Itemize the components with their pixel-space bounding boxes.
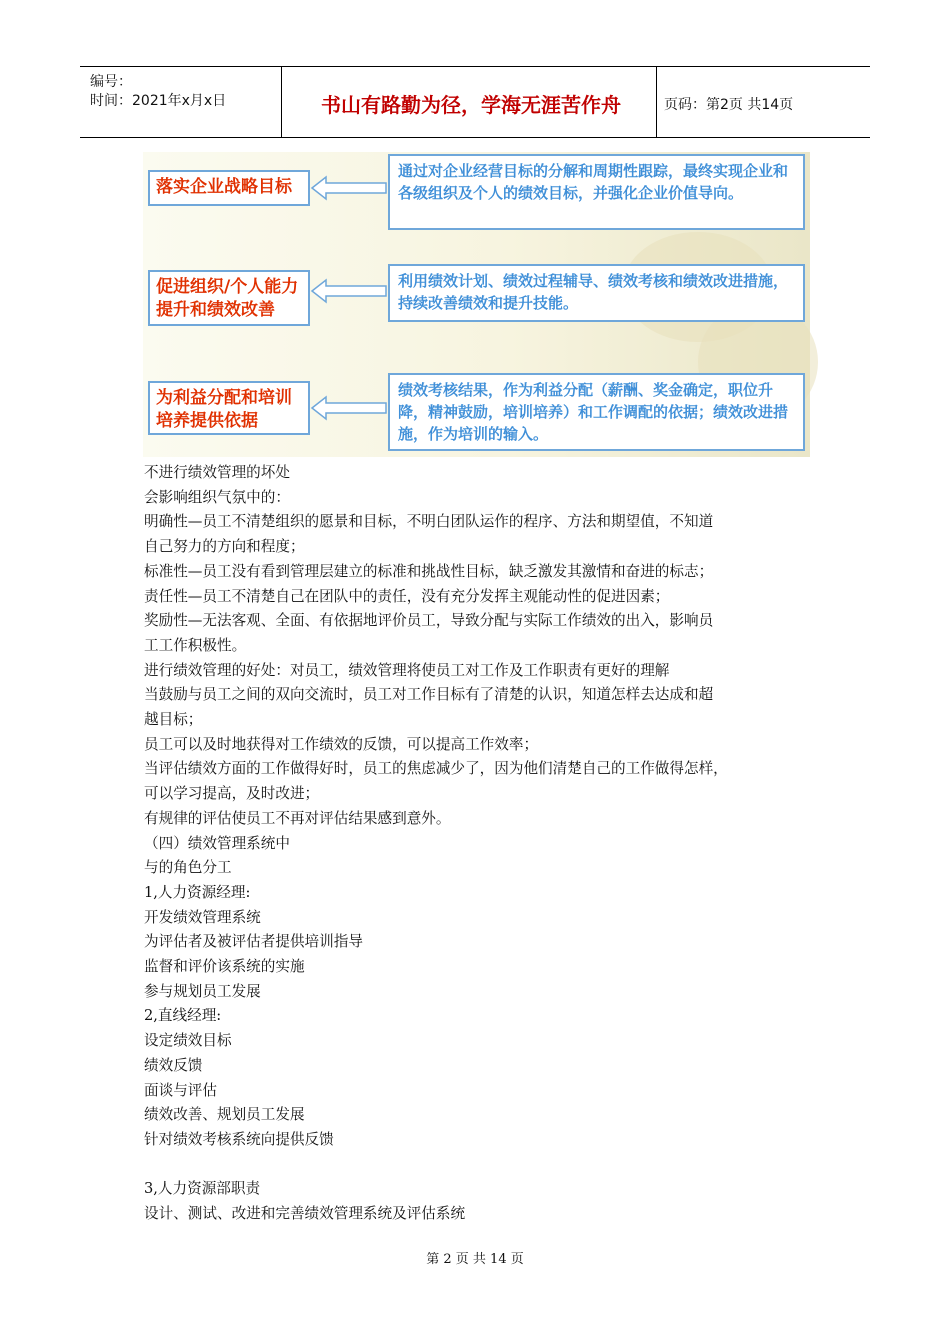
- body-line: 绩效改善、规划员工发展: [144, 1106, 305, 1124]
- diagram-left-box: 促进组织/个人能力提升和绩效改善: [148, 270, 310, 326]
- body-line: 当评估绩效方面的工作做得好时，员工的焦虑减少了，因为他们清楚自己的工作做得怎样，: [144, 760, 728, 778]
- body-line: 自己努力的方向和程度；: [144, 538, 305, 556]
- body-line: 绩效反馈: [144, 1056, 203, 1074]
- body-line: 奖励性—无法客观、全面、有依据地评价员工，导致分配与实际工作绩效的出入，影响员: [144, 612, 714, 630]
- body-line: 针对绩效考核系统向提供反馈: [144, 1130, 334, 1148]
- body-line: 进行绩效管理的好处：对员工，绩效管理将使员工对工作及工作职责有更好的理解: [144, 661, 670, 679]
- body-line: 开发绩效管理系统: [144, 908, 261, 926]
- body-line: 会影响组织气氛中的：: [144, 488, 290, 506]
- body-line: 设计、测试、改进和完善绩效管理系统及评估系统: [144, 1205, 466, 1223]
- body-line: 3,人力资源部职责: [144, 1180, 261, 1198]
- body-line: 不进行绩效管理的坏处: [144, 464, 290, 481]
- page-header: [80, 66, 870, 138]
- diagram-left-box: 落实企业战略目标: [148, 170, 310, 206]
- body-line: 有规律的评估使员工不再对评估结果感到意外。: [144, 809, 451, 827]
- left-arrow-icon: [310, 278, 388, 304]
- header-divider: [281, 67, 282, 137]
- time-label: 时间：2021年x月x日: [90, 93, 227, 109]
- body-line: 与的角色分工: [144, 859, 232, 877]
- body-line: 监督和评价该系统的实施: [144, 958, 305, 976]
- body-line: 责任性—员工不清楚自己在团队中的责任，没有充分发挥主观能动性的促进因素；: [144, 587, 670, 605]
- body-line: 当鼓励与员工之间的双向交流时，员工对工作目标有了清楚的认识，知道怎样去达成和超: [144, 686, 714, 704]
- header-meta: [90, 73, 226, 111]
- body-line: 1,人力资源经理:: [144, 883, 251, 901]
- left-arrow-icon: [310, 175, 388, 201]
- diagram-left-box: 为利益分配和培训培养提供依据: [148, 381, 310, 435]
- body-text: [144, 461, 814, 1227]
- body-line: 越目标；: [144, 711, 203, 729]
- body-line: 设定绩效目标: [144, 1032, 232, 1050]
- body-line: 明确性—员工不清楚组织的愿景和目标，不明白团队运作的程序、方法和期望值，不知道: [144, 513, 714, 531]
- number-label: 编号：: [90, 74, 132, 90]
- body-line: 员工可以及时地获得对工作绩效的反馈，可以提高工作效率；: [144, 735, 539, 753]
- body-line: 2,直线经理:: [144, 1007, 222, 1025]
- body-line: （四）绩效管理系统中: [144, 834, 290, 852]
- header-page-label: 页码：第2页 共14页: [664, 97, 794, 113]
- body-line: 可以学习提高，及时改进；: [144, 785, 320, 803]
- body-line: 参与规划员工发展: [144, 982, 261, 1000]
- body-line: 为评估者及被评估者提供培训指导: [144, 933, 363, 951]
- body-line: 工工作积极性。: [144, 636, 247, 654]
- diagram-right-box: 绩效考核结果，作为利益分配（薪酬、奖金确定，职位升降，精神鼓励，培训培养）和工作调配的依据；绩效改进措施，作为培训的输入。: [388, 373, 805, 451]
- body-line: 标准性—员工没有看到管理层建立的标准和挑战性目标，缺乏激发其激情和奋进的标志；: [144, 562, 714, 580]
- diagram-right-box: 利用绩效计划、绩效过程辅导、绩效考核和绩效改进措施，持续改善绩效和提升技能。: [388, 264, 805, 322]
- diagram-right-box: 通过对企业经营目标的分解和周期性跟踪，最终实现企业和各级组织及个人的绩效目标，并强化企业价值导向。: [388, 154, 805, 230]
- left-arrow-icon: [310, 395, 388, 421]
- body-line: 面谈与评估: [144, 1081, 217, 1099]
- body-line: [144, 1153, 814, 1178]
- performance-purpose-diagram: [143, 152, 810, 457]
- header-motto: 书山有路勤为径，学海无涯苦作舟: [321, 93, 621, 117]
- page-footer: 第 2 页 共 14 页: [426, 1252, 524, 1267]
